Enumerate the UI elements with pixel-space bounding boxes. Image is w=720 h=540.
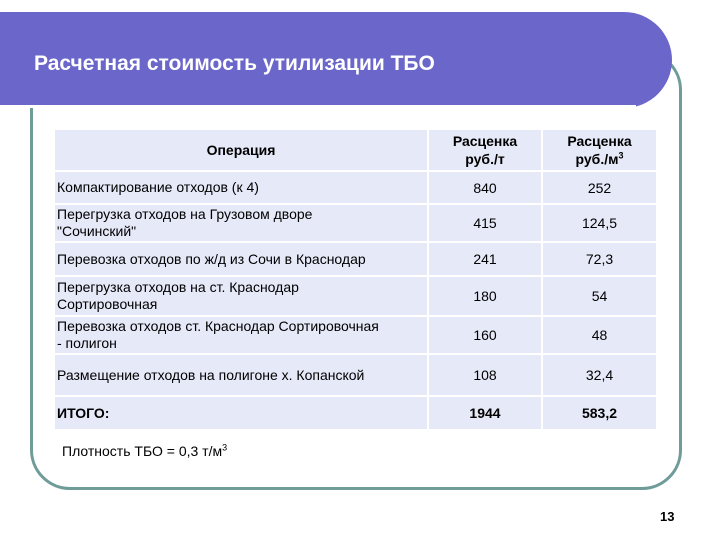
table-row: [54, 171, 657, 204]
row-rate-t: 160: [428, 316, 542, 354]
row-operation: Перегрузка отходов на ст. Краснодар Сортировочная: [54, 276, 428, 316]
page-number: 13: [660, 509, 675, 524]
header-rate-m3: Расценка $руб./м^3$: [542, 129, 657, 171]
title-underline: [0, 105, 636, 108]
row-rate-m3: 252: [542, 171, 657, 204]
total-rate-m3: 583,2: [542, 396, 657, 430]
table-row: [54, 316, 657, 354]
title-bar: [0, 12, 672, 108]
total-label: ИТОГО:: [54, 396, 428, 430]
page-title: Расчетная стоимость утилизации ТБО: [34, 52, 435, 75]
header-operation: Операция: [54, 129, 428, 171]
table-row: [54, 276, 657, 316]
row-rate-t: 415: [428, 204, 542, 242]
row-rate-m3: 54: [542, 276, 657, 316]
cost-table: [53, 128, 658, 431]
table-row: [54, 204, 657, 242]
table-row: [54, 242, 657, 276]
row-rate-m3: 124,5: [542, 204, 657, 242]
table-header-row: [54, 129, 657, 171]
table-row: [54, 354, 657, 396]
row-operation: Перегрузка отходов на Грузовом дворе "Сочинский": [54, 204, 428, 242]
row-rate-m3: 48: [542, 316, 657, 354]
table-total-row: [54, 396, 657, 430]
row-operation: Перевозка отходов по ж/д из Сочи в Краснодар: [54, 242, 428, 276]
total-rate-t: 1944: [428, 396, 542, 430]
density-note: Плотность ТБО = 0,3 $т/м^3$: [62, 442, 228, 459]
row-operation: Перевозка отходов ст. Краснодар Сортировочная - полигон: [54, 316, 428, 354]
row-rate-t: 241: [428, 242, 542, 276]
row-rate-t: 108: [428, 354, 542, 396]
row-rate-t: 180: [428, 276, 542, 316]
row-rate-m3: 32,4: [542, 354, 657, 396]
row-rate-m3: 72,3: [542, 242, 657, 276]
header-rate-t: Расценка руб./т: [428, 129, 542, 171]
row-rate-t: 840: [428, 171, 542, 204]
row-operation: Размещение отходов на полигоне х. Копанской: [54, 354, 428, 396]
row-operation: Компактирование отходов (к 4): [54, 171, 428, 204]
